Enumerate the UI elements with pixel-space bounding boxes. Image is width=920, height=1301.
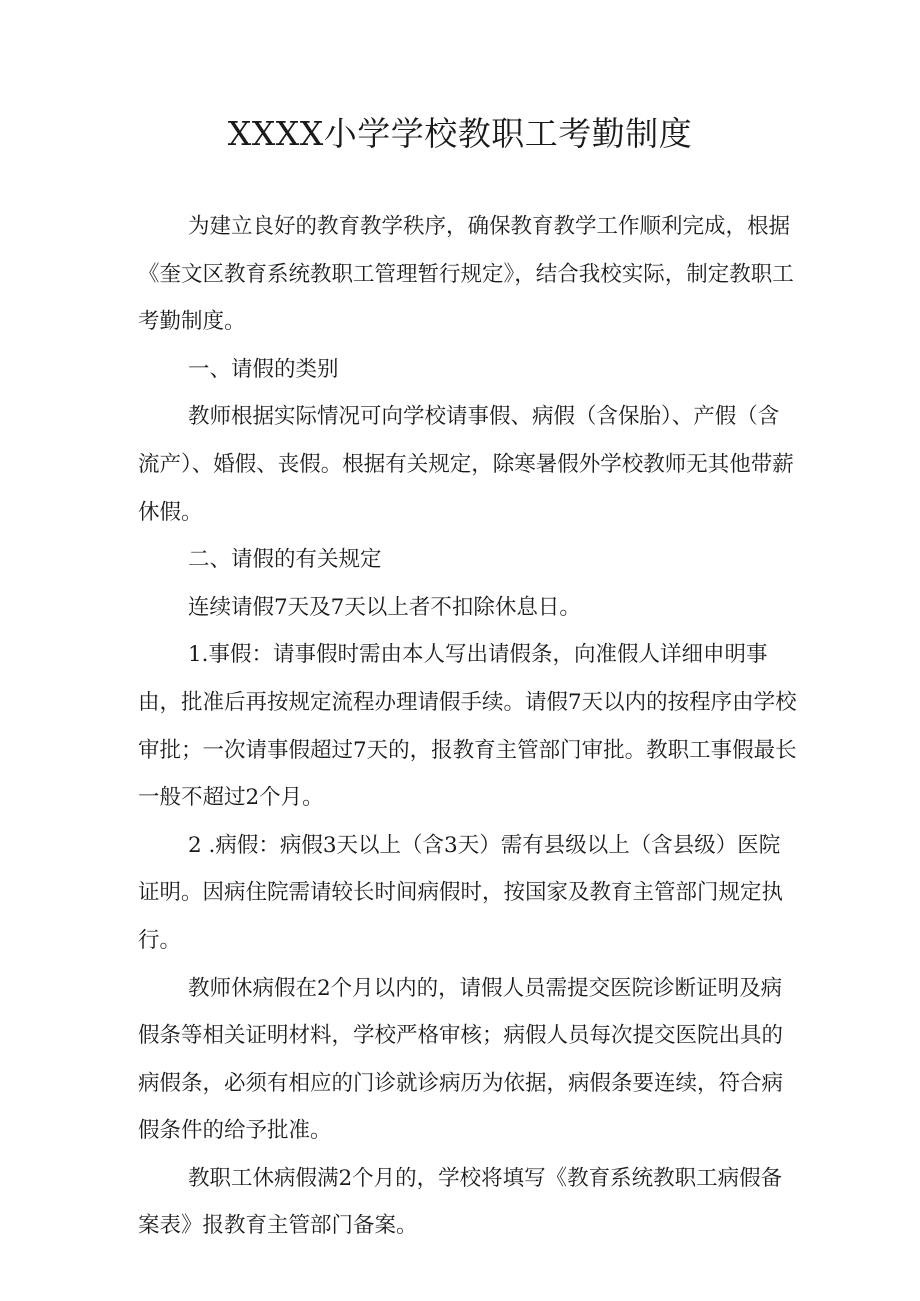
rules-paragraph-sick-leave: 2 .病假：病假3天以上（含3天）需有县级以上（含县级）医院证明。因病住院需请较长时间病假时，按国家及教育主管部门规定执行。 xyxy=(138,832,784,953)
rules-paragraph-sick-leave-filing: 教职工休病假满2个月的，学校将填写《教育系统教职工病假备案表》报教育主管部门备案。 xyxy=(138,1165,783,1239)
document-title: XXXX小学学校教职工考勤制度 xyxy=(227,114,693,153)
section-heading-leave-rules: 二、请假的有关规定 xyxy=(188,547,382,573)
intro-paragraph: 为建立良好的教育教学秩序，确保教育教学工作顺利完成，根据《奎文区教育系统教职工管理暂行规定》，结合我校实际，制定教职工考勤制度。 xyxy=(138,214,794,335)
leave-types-paragraph: 教师根据实际情况可向学校请事假、病假（含保胎）、产假（含流产）、婚假、丧假。根据有关规定，除寒暑假外学校教师无其他带薪休假。 xyxy=(138,404,794,525)
rules-paragraph-sick-leave-two-months: 教师休病假在2个月以内的，请假人员需提交医院诊断证明及病假条等相关证明材料，学校严格审核；病假人员每次提交医院出具的病假条，必须有相应的门诊就诊病历为依据，病假条要连续，符合病假条件的给予批准。 xyxy=(138,975,784,1144)
rules-paragraph-personal-leave: 1.事假：请事假时需由本人写出请假条，向准假人详细申明事由，批准后再按规定流程办理请假手续。请假7天以内的按程序由学校审批；一次请事假超过7天的，报教育主管部门审批。教职工事假最长一般不超过2个月。 xyxy=(138,642,797,811)
rules-paragraph-consecutive: 连续请假7天及7天以上者不扣除休息日。 xyxy=(188,594,581,620)
document-body xyxy=(138,203,798,1250)
section-heading-leave-types: 一、请假的类别 xyxy=(188,356,339,382)
